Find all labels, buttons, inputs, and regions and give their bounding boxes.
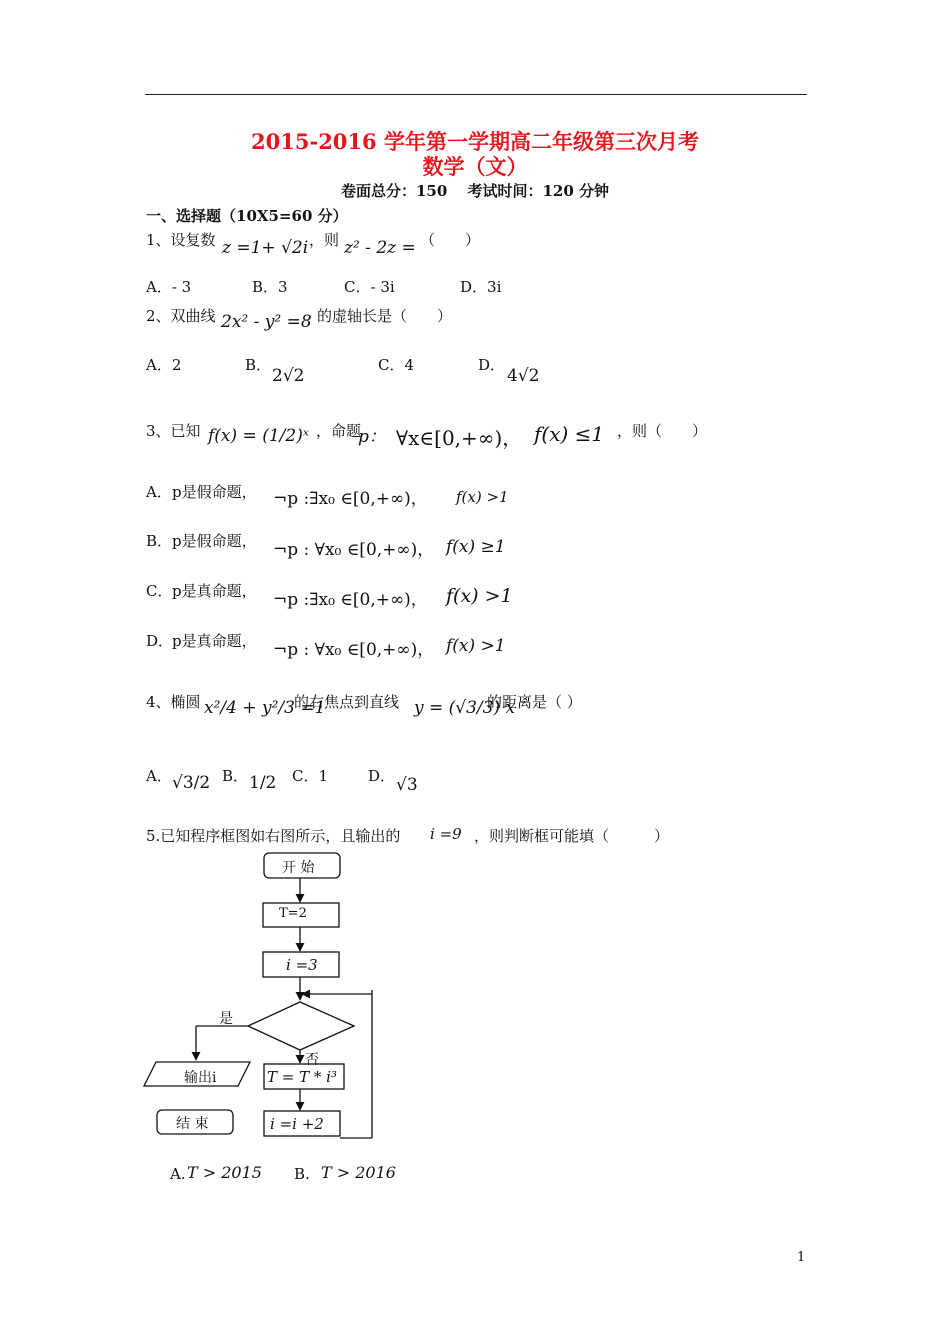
q3-option-d-f: f(x) >1 [446,636,506,656]
q5-tail: ，则判断框可能填（ ） [474,827,670,845]
q3-option-a-text: p是假命题， [172,483,257,501]
exam-info: 卷面总分：150 考试时间：120 分钟 [340,182,610,200]
flow-yes-label: 是 [219,1011,233,1027]
q5-cond: i =9 [430,825,462,843]
q2-option-d-math: 4√2 [507,366,540,386]
exam-subject: 数学（文） [422,154,528,179]
q3-option-d-label: D． [146,632,174,650]
q4-mid: 的右焦点到直线 [294,693,400,711]
q2-option-a: A．2 [146,356,182,374]
q3-option-b-neg: ¬p : ∀x₀ ∈[0,+∞)， [273,540,435,560]
flow-t-init-label: T=2 [279,906,307,921]
q3-option-b-text: p是假命题， [172,532,257,550]
q2-option-b-math: 2√2 [272,366,305,386]
q2-tail: 的虚轴长是（ ） [317,307,453,325]
q3-stem: 3、已知 [146,422,201,440]
q2-option-d: D． [478,356,506,374]
page-number: 1 [797,1250,806,1265]
flow-update-i-label: i =i +2 [270,1115,324,1133]
section-heading: 一、选择题（10X5=60 分） [146,207,348,225]
q3-option-c-neg: ¬p :∃x₀ ∈[0,+∞)， [273,590,428,610]
q2-stem: 2、双曲线 [146,307,216,325]
q1-option-a: A．- 3 [146,278,192,296]
q3-option-a-f: f(x) >1 [456,488,509,506]
q4-option-a-math: √3/2 [172,773,211,793]
q1-stem: 1、设复数 [146,231,216,249]
q3-option-d-neg: ¬p : ∀x₀ ∈[0,+∞)， [273,640,435,660]
q4-ellipse: x²/4 + y²/3 =1 [204,698,326,718]
q3-prop: p： [358,427,386,447]
q1-mid: ，则 [309,231,340,249]
q4-option-d: D． [368,767,396,785]
q3-mid: ，命题 [316,422,362,440]
q1-option-d: D．3i [460,278,502,296]
q3-cond: ∀x∈[0,+∞)， [396,426,523,450]
q2-expr: 2x² - y² =8 [221,312,312,332]
exam-title: 2015-2016 学年第一学期高二年级第三次月考 [251,129,699,154]
flow-end-label: 结 束 [176,1116,209,1132]
q3-func: f(x) = (1/2)ˣ [208,426,309,446]
flow-output-label: 输出i [184,1070,217,1086]
q4-option-b-math: 1/2 [249,773,277,793]
q4-tail: 的距离是（ ） [487,693,582,711]
q5-stem: 5.已知程序框图如右图所示，且输出的 [146,827,401,845]
flow-no-label: 否 [305,1052,319,1068]
flow-start-label: 开 始 [282,860,315,876]
q3-cond2: f(x) ≤1 [534,422,605,446]
q3-option-c-label: C． [146,582,173,600]
q3-option-b-label: B． [146,532,173,550]
q3-option-c-f: f(x) >1 [446,585,513,607]
q2-option-c: C．4 [378,356,415,374]
q1-blank: （ ） [420,231,481,249]
q3-tail: ，则（ ） [617,422,708,440]
flow-i-init-label: i =3 [286,956,318,974]
q4-option-a: A． [146,767,172,785]
q4-option-d-math: √3 [396,775,418,795]
q2-option-b: B． [245,356,272,374]
q1-expr2: z² - 2z = [344,238,416,258]
q5-option-b-text: T > 2016 [321,1163,396,1182]
q3-option-b-f: f(x) ≥1 [446,537,506,557]
q4-line: y = (√3/3) x [414,698,516,718]
q5-option-a-label: A. [170,1165,186,1183]
q4-stem: 4、椭圆 [146,693,201,711]
q1-option-b: B．3 [252,278,288,296]
q1-option-c: C．- 3i [344,278,395,296]
flow-decision-diamond [248,1002,354,1050]
q3-option-a-neg: ¬p :∃x₀ ∈[0,+∞)， [273,489,428,509]
q3-option-d-text: p是真命题， [172,632,257,650]
q3-option-c-text: p是真命题， [172,582,257,600]
q5-option-b-label: B. [294,1165,310,1183]
q1-expr1: z =1+ √2i [222,238,309,258]
flow-update-t-label: T = T * i³ [267,1068,337,1086]
q4-option-c: C．1 [292,767,329,785]
q4-option-b: B． [222,767,249,785]
q5-option-a-text: T > 2015 [187,1163,262,1182]
q3-option-a-label: A． [146,483,172,501]
